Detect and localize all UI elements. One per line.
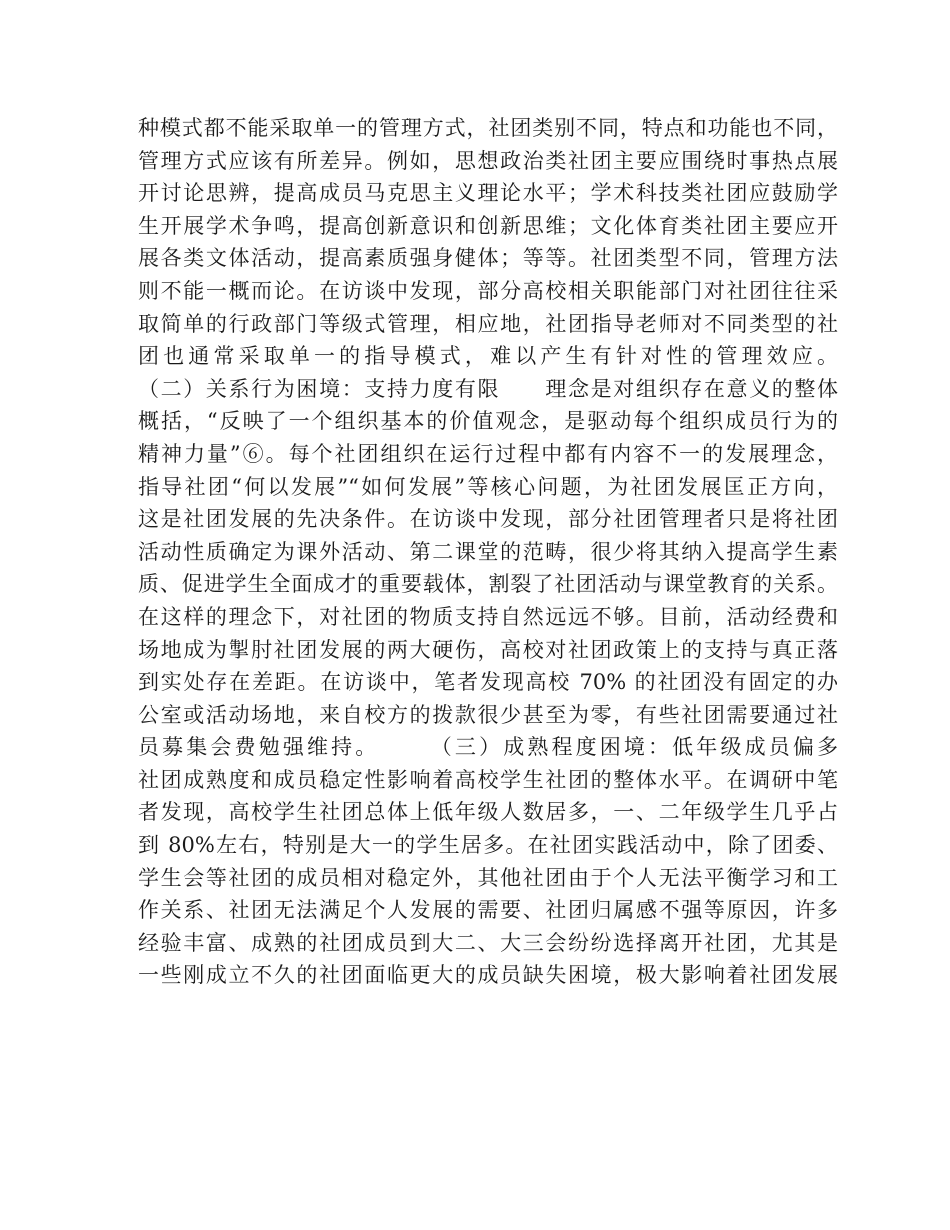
text-line: 在这样的理念下，对社团的物质支持自然远远不够。目前，活动经费和 xyxy=(138,604,838,629)
text-line: 经验丰富、成熟的社团成员到大二、大三会纷纷选择离开社团，尤其是 xyxy=(138,930,838,955)
text-line: 活动性质确定为课外活动、第二课堂的范畴，很少将其纳入提高学生素 xyxy=(138,539,838,564)
text-line: 生开展学术争鸣，提高创新意识和创新思维；文化体育类社团主要应开 xyxy=(138,213,838,238)
text-line: 则不能一概而论。在访谈中发现，部分高校相关职能部门对社团往往采 xyxy=(138,278,838,303)
text-line: 这是社团发展的先决条件。在访谈中发现，部分社团管理者只是将社团 xyxy=(138,507,838,532)
text-line: 一些刚成立不久的社团面临更大的成员缺失困境，极大影响着社团发展 xyxy=(138,963,838,988)
text-line: 者发现，高校学生社团总体上低年级人数居多，一、二年级学生几乎占 xyxy=(138,800,838,825)
text-line: 作关系、社团无法满足个人发展的需要、社团归属感不强等原因，许多 xyxy=(138,898,838,923)
text-line: 管理方式应该有所差异。例如，思想政治类社团主要应围绕时事热点展 xyxy=(138,148,838,173)
text-line: 展各类文体活动，提高素质强身健体；等等。社团类型不同，管理方法 xyxy=(138,246,838,271)
text-line: 种模式都不能采取单一的管理方式，社团类别不同，特点和功能也不同， xyxy=(138,116,838,140)
text-line: 到实处存在差距。在访谈中，笔者发现高校 70% 的社团没有固定的办 xyxy=(138,670,838,695)
text-line: 学生会等社团的成员相对稳定外，其他社团由于个人无法平衡学习和工 xyxy=(138,865,838,890)
section-heading-line: 员募集会费勉强维持。 （三）成熟程度困境：低年级成员偏多 xyxy=(138,735,838,760)
body-text xyxy=(138,112,838,992)
text-line: 概括，“反映了一个组织基本的价值观念，是驱动每个组织成员行为的 xyxy=(138,409,838,434)
text-line: 到 80%左右，特别是大一的学生居多。在社团实践活动中，除了团委、 xyxy=(138,833,838,858)
text-line: 质、促进学生全面成才的重要载体，割裂了社团活动与课堂教育的关系。 xyxy=(138,572,838,597)
section-heading-line: （二）关系行为困境：支持力度有限 理念是对组织存在意义的整体 xyxy=(138,376,838,401)
text-line: 场地成为掣肘社团发展的两大硬伤，高校对社团政策上的支持与真正落 xyxy=(138,637,838,662)
text-line: 公室或活动场地，来自校方的拨款很少甚至为零，有些社团需要通过社 xyxy=(138,702,838,727)
text-line: 取简单的行政部门等级式管理，相应地，社团指导老师对不同类型的社 xyxy=(138,311,838,336)
text-line: 团也通常采取单一的指导模式，难以产生有针对性的管理效应。 xyxy=(138,344,838,369)
text-line: 指导社团“何以发展”“如何发展”等核心问题，为社团发展匡正方向， xyxy=(138,474,838,499)
text-line: 精神力量”⑥。每个社团组织在运行过程中都有内容不一的发展理念， xyxy=(138,441,838,466)
text-line: 开讨论思辨，提高成员马克思主义理论水平；学术科技类社团应鼓励学 xyxy=(138,181,838,206)
text-line: 社团成熟度和成员稳定性影响着高校学生社团的整体水平。在调研中笔 xyxy=(138,767,838,792)
